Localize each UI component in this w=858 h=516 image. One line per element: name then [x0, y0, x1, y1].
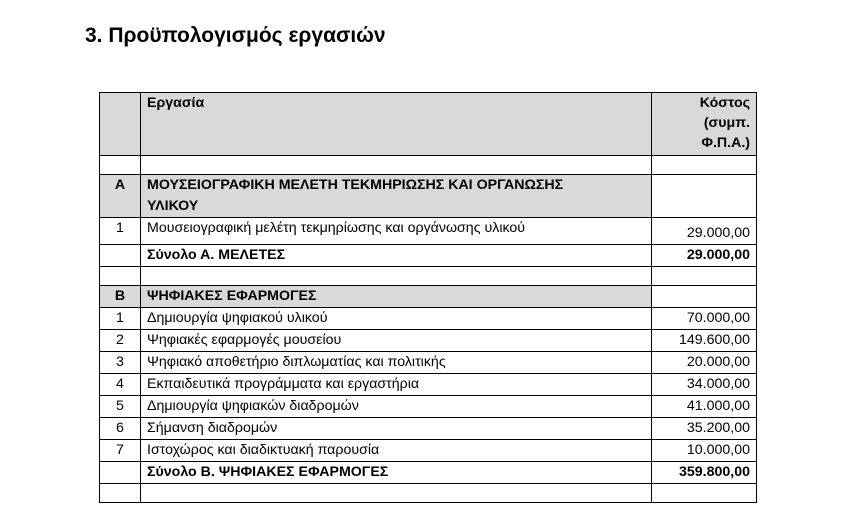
table-row [100, 374, 757, 396]
header-cost-line-1: Κόστος [699, 95, 750, 111]
row-task: Μουσειογραφική μελέτη τεκμηρίωσης και οργάνωσης υλικού [141, 218, 652, 245]
section-a-total-row [100, 245, 757, 267]
row-number: 1 [100, 308, 141, 330]
table-row [100, 440, 757, 462]
row-task: Ψηφιακές εφαρμογές μουσείου [141, 330, 652, 352]
section-a-letter: Α [100, 175, 141, 218]
row-number: 2 [100, 330, 141, 352]
table-row [100, 352, 757, 374]
budget-table [99, 92, 757, 503]
table-row [100, 396, 757, 418]
table-row [100, 218, 757, 245]
header-number-cell [100, 93, 141, 156]
table-header-row [100, 93, 757, 156]
spacer-row [100, 267, 757, 286]
table-row [100, 330, 757, 352]
header-cost [652, 93, 757, 156]
row-cost: 20.000,00 [652, 352, 757, 374]
section-b-row [100, 286, 757, 308]
section-b-title: ΨΗΦΙΑΚΕΣ ΕΦΑΡΜΟΓΕΣ [141, 286, 652, 308]
spacer-row [100, 484, 757, 503]
section-a-total: 29.000,00 [652, 245, 757, 267]
section-heading: 3. Προϋπολογισμός εργασιών [85, 24, 386, 47]
row-number: 1 [100, 218, 141, 245]
row-cost: 149.600,00 [652, 330, 757, 352]
row-cost: 29.000,00 [652, 218, 757, 245]
row-task: Εκπαιδευτικά προγράμματα και εργαστήρια [141, 374, 652, 396]
section-a-total-label: Σύνολο Α. ΜΕΛΕΤΕΣ [141, 245, 652, 267]
row-number: 6 [100, 418, 141, 440]
spacer-row [100, 156, 757, 175]
section-b-total: 359.800,00 [652, 462, 757, 484]
row-number: 3 [100, 352, 141, 374]
table-row [100, 418, 757, 440]
row-task: Δημιουργία ψηφιακών διαδρομών [141, 396, 652, 418]
row-cost: 34.000,00 [652, 374, 757, 396]
section-b-letter: Β [100, 286, 141, 308]
row-task: Ψηφιακό αποθετήριο διπλωματίας και πολιτικής [141, 352, 652, 374]
row-number: 5 [100, 396, 141, 418]
section-a-title: ΜΟΥΣΕΙΟΓΡΑΦΙΚΗ ΜΕΛΕΤΗ ΤΕΚΜΗΡΙΩΣΗΣ ΚΑΙ ΟΡΓΑΝΩΣΗΣ ΥΛΙΚΟΥ [141, 175, 652, 218]
header-task: Εργασία [141, 93, 652, 156]
section-b-total-label: Σύνολο Β. ΨΗΦΙΑΚΕΣ ΕΦΑΡΜΟΓΕΣ [141, 462, 652, 484]
row-cost: 41.000,00 [652, 396, 757, 418]
section-b-total-row [100, 462, 757, 484]
row-number: 4 [100, 374, 141, 396]
header-cost-line-2: (συμπ. [703, 115, 750, 131]
row-cost: 35.200,00 [652, 418, 757, 440]
row-number: 7 [100, 440, 141, 462]
row-cost: 10.000,00 [652, 440, 757, 462]
row-task: Δημιουργία ψηφιακού υλικού [141, 308, 652, 330]
section-a-row [100, 175, 757, 218]
row-cost: 70.000,00 [652, 308, 757, 330]
row-task: Σήμανση διαδρομών [141, 418, 652, 440]
row-task: Ιστοχώρος και διαδικτυακή παρουσία [141, 440, 652, 462]
table-row [100, 308, 757, 330]
header-cost-line-3: Φ.Π.Α.) [701, 135, 750, 151]
